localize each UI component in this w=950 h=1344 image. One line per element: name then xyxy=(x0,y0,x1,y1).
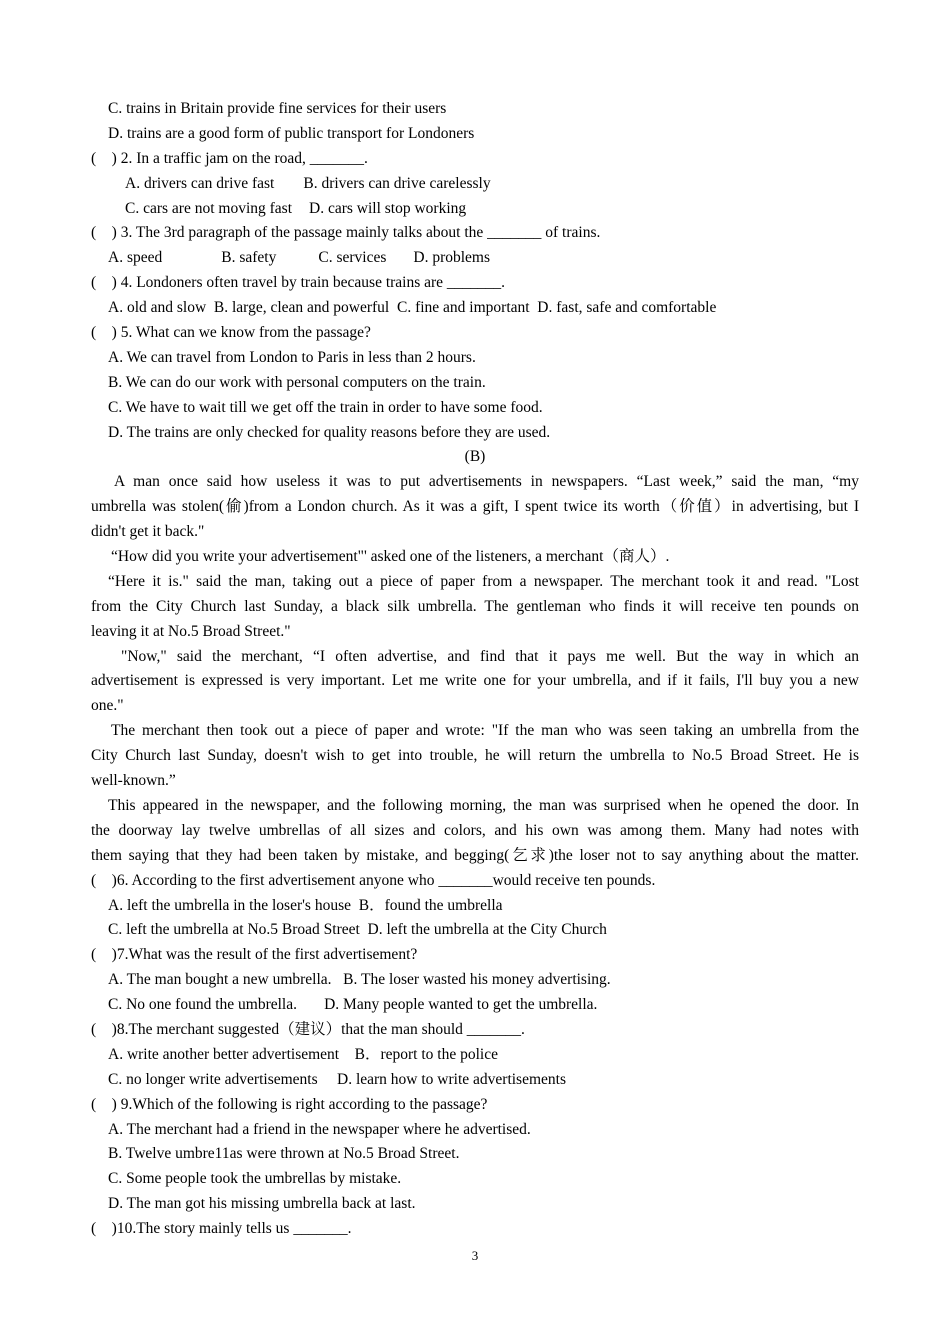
q2-option-d: D. cars will stop working xyxy=(309,199,467,217)
passage-line: "Now," said the merchant, “I often advertise, and find that it pays me well. But the way in which an xyxy=(121,647,859,665)
q2-stem: ( ) 2. In a traffic jam on the road, _______. xyxy=(91,149,368,167)
q10-stem: ( )10.The story mainly tells us _______. xyxy=(91,1220,352,1238)
q3-option-d: D. problems xyxy=(413,249,491,267)
passage-line: them saying that they had been taken by mistake, and begging(乞求)the loser not to say anything about the matter. xyxy=(91,846,859,864)
q7-options-row1: A. The man bought a new umbrella. B. The loser wasted his money advertising. xyxy=(108,971,611,989)
q4-options: A. old and slow B. large, clean and powerful C. fine and important D. fast, safe and comfortable xyxy=(108,299,717,317)
passage-line: leaving it at No.5 Broad Street." xyxy=(91,622,291,640)
passage-paragraph-3 xyxy=(91,570,859,645)
q1-option-d: D. trains are a good form of public transport for Londoners xyxy=(108,124,475,142)
passage-line: This appeared in the newspaper, and the following morning, the man was surprised when he opened the door. In xyxy=(108,796,859,814)
passage-paragraph-6 xyxy=(91,794,859,869)
q5-option-a: A. We can travel from London to Paris in less than 2 hours. xyxy=(108,348,476,366)
q7-options-row2: C. No one found the umbrella. D. Many people wanted to get the umbrella. xyxy=(108,996,598,1014)
q5-option-c: C. We have to wait till we get off the train in order to have some food. xyxy=(108,398,543,416)
q3-option-c: C. services xyxy=(318,249,387,267)
passage-line: The merchant then took out a piece of paper and wrote: "If the man who was seen taking an umbrella from the xyxy=(111,722,859,740)
q9-option-a: A. The merchant had a friend in the newspaper where he advertised. xyxy=(108,1120,531,1138)
q7-stem: ( )7.What was the result of the first advertisement? xyxy=(91,946,418,964)
passage-paragraph-1 xyxy=(91,470,859,545)
passage-line: from the City Church last Sunday, a black silk umbrella. The gentleman who finds it will receive ten pounds on xyxy=(91,597,859,615)
passage-line: City Church last Sunday, doesn't wish to get into trouble, he will return the umbrella to No.5 Broad Street. He is xyxy=(91,747,859,765)
passage-line: didn't get it back." xyxy=(91,523,205,541)
passage-paragraph-4 xyxy=(91,645,859,720)
q8-stem: ( )8.The merchant suggested（建议）that the man should _______. xyxy=(91,1020,525,1038)
passage-line: the doorway lay twelve umbrellas of all sizes and colors, and his own was among them. Many had notes with xyxy=(91,821,859,839)
q9-stem: ( ) 9.Which of the following is right according to the passage? xyxy=(91,1095,488,1113)
exam-page xyxy=(91,97,859,1242)
q9-option-d: D. The man got his missing umbrella back at last. xyxy=(108,1195,416,1213)
passage-line: one." xyxy=(91,697,124,715)
q8-options-row1: A. write another better advertisement B．report to the police xyxy=(108,1045,498,1063)
passage-line: “Here it is." said the man, taking out a piece of paper from a newspaper. The merchant took it and read. "Lost xyxy=(108,572,859,590)
q4-stem: ( ) 4. Londoners often travel by train because trains are _______. xyxy=(91,274,506,292)
q2-options-row2 xyxy=(91,197,859,222)
q3-option-b: B. safety xyxy=(221,249,277,267)
q6-stem: ( )6. According to the first advertisement anyone who _______would receive ten pounds. xyxy=(91,871,656,889)
page-number: 3 xyxy=(471,1248,479,1263)
passage-paragraph-2: “How did you write your advertisement"' asked one of the listeners, a merchant（商人）. xyxy=(111,548,670,566)
passage-paragraph-5 xyxy=(91,719,859,794)
section-b-heading: (B) xyxy=(464,448,486,466)
q5-option-b: B. We can do our work with personal computers on the train. xyxy=(108,373,486,391)
passage-line: A man once said how useless it was to put advertisements in newspapers. “Last week,” said the man, “my xyxy=(114,473,859,491)
q2-option-b: B. drivers can drive carelessly xyxy=(303,174,491,192)
q8-options-row2: C. no longer write advertisements D. learn how to write advertisements xyxy=(108,1070,566,1088)
q2-options-row1 xyxy=(91,172,859,197)
q3-stem: ( ) 3. The 3rd paragraph of the passage mainly talks about the _______ of trains. xyxy=(91,224,601,242)
passage-line: advertisement is expressed is very important. Let me write one for your umbrella, and if it fails, I'll buy you a new xyxy=(91,672,859,690)
q5-option-d: D. The trains are only checked for quality reasons before they are used. xyxy=(108,423,551,441)
q1-option-c: C. trains in Britain provide fine services for their users xyxy=(108,100,447,117)
q9-option-c: C. Some people took the umbrellas by mistake. xyxy=(108,1170,402,1188)
q6-options-row1: A. left the umbrella in the loser's house B．found the umbrella xyxy=(108,896,503,914)
q2-option-a: A. drivers can drive fast xyxy=(125,174,275,192)
q2-option-c: C. cars are not moving fast xyxy=(125,199,293,217)
passage-line: well-known.” xyxy=(91,772,176,790)
q6-options-row2: C. left the umbrella at No.5 Broad Street D. left the umbrella at the City Church xyxy=(108,921,607,939)
passage-line: umbrella was stolen(偷)from a London church. As it was a gift, I spent twice its worth（价值）in advertising, but I xyxy=(91,498,859,516)
q5-stem: ( ) 5. What can we know from the passage? xyxy=(91,324,371,342)
q3-option-a: A. speed xyxy=(108,249,163,267)
q9-option-b: B. Twelve umbre11as were thrown at No.5 Broad Street. xyxy=(108,1145,460,1163)
q3-options xyxy=(91,246,859,271)
